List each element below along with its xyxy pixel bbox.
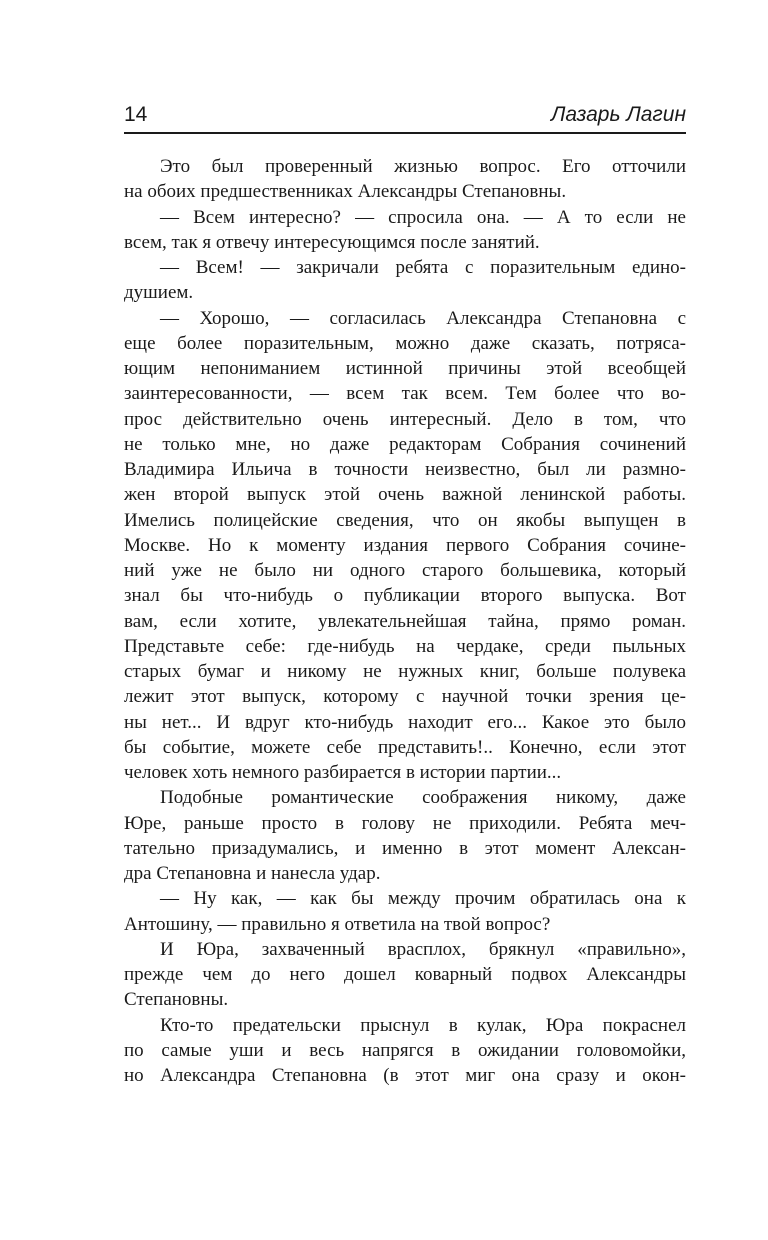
text-line: — Всем! — закричали ребята с поразительным едино- bbox=[160, 257, 686, 278]
text-line: Представьте себе: где-нибудь на чердаке, среди пыльных bbox=[124, 635, 686, 657]
text-line: лежит этот выпуск, которому с научной точки зрения це- bbox=[124, 686, 686, 708]
body-text bbox=[124, 154, 686, 1088]
text-line: вам, если хотите, увлекательнейшая тайна, прямо роман. bbox=[124, 610, 686, 632]
paragraph bbox=[124, 785, 686, 886]
text-line: жен второй выпуск этой очень важной ленинской работы. bbox=[124, 484, 686, 506]
text-line: человек хоть немного разбирается в истории партии... bbox=[124, 762, 562, 783]
text-line: знал бы что-нибудь о публикации второго выпуска. Вот bbox=[124, 585, 686, 607]
text-line: бы событие, можете себе представить!.. Конечно, если этот bbox=[124, 736, 686, 758]
text-line: по самые уши и весь напрягся в ожидании головомойки, bbox=[124, 1039, 686, 1061]
text-line: Антошину, — правильно я ответила на твой вопрос? bbox=[124, 913, 551, 935]
text-line: прежде чем до него дошел коварный подвох Александры bbox=[124, 964, 686, 985]
paragraph bbox=[124, 306, 686, 786]
text-line: старых бумаг и никому не нужных книг, больше полувека bbox=[124, 661, 686, 682]
text-line: И Юра, захваченный врасплох, брякнул «правильно», bbox=[160, 938, 686, 960]
text-line: прос действительно очень интересный. Дело в том, что bbox=[124, 408, 686, 430]
text-line: — Хорошо, — согласилась Александра Степановна с bbox=[160, 307, 686, 329]
paragraph bbox=[124, 205, 686, 256]
author-name: Лазарь Лагин bbox=[550, 103, 686, 126]
text-line: ний уже не было ни одного старого большевика, который bbox=[124, 560, 686, 581]
text-line: тательно призадумались, и именно в этот момент Алексан- bbox=[124, 837, 686, 859]
text-line: заинтересованности, — всем так всем. Тем более что во- bbox=[124, 383, 686, 405]
header-rule bbox=[124, 132, 686, 134]
text-line: но Александра Степановна (в этот миг она сразу и окон- bbox=[124, 1065, 686, 1086]
text-line: не только мне, но даже редакторам Собрания сочинений bbox=[124, 433, 686, 455]
text-line: Юре, раньше просто в голову не приходили. Ребята меч- bbox=[124, 812, 686, 834]
text-line: дра Степановна и нанесла удар. bbox=[124, 863, 381, 884]
text-line: Кто-то предательски прыснул в кулак, Юра покраснел bbox=[160, 1014, 686, 1036]
text-line: — Всем интересно? — спросила она. — А то если не bbox=[160, 206, 686, 228]
text-line: на обоих предшественниках Александры Степановны. bbox=[124, 181, 567, 203]
text-line: — Ну как, — как бы между прочим обратилась она к bbox=[160, 888, 686, 910]
text-line: ны нет... И вдруг кто-нибудь находит его... Какое это было bbox=[124, 711, 686, 733]
text-line: Владимира Ильича в точности неизвестно, был ли размно- bbox=[124, 459, 686, 480]
running-head bbox=[124, 100, 686, 130]
text-line: Это был проверенный жизнью вопрос. Его отточили bbox=[160, 156, 686, 177]
text-line: Имелись полицейские сведения, что он якобы выпущен в bbox=[124, 509, 686, 531]
text-line: ющим непониманием истинной причины этой всеобщей bbox=[124, 358, 686, 379]
text-line: душием. bbox=[124, 282, 194, 304]
page-number: 14 bbox=[124, 103, 148, 126]
paragraph bbox=[124, 255, 686, 306]
paragraph bbox=[124, 154, 686, 205]
text-line: Москве. Но к моменту издания первого Собрания сочине- bbox=[124, 534, 686, 556]
paragraph bbox=[124, 937, 686, 1013]
paragraph bbox=[124, 886, 686, 937]
paragraph bbox=[124, 1013, 686, 1089]
text-line: еще более поразительным, можно даже сказать, потряса- bbox=[124, 332, 686, 354]
text-line: всем, так я отвечу интересующимся после занятий. bbox=[124, 231, 540, 253]
text-line: Подобные романтические соображения никому, даже bbox=[160, 787, 686, 809]
text-line: Степановны. bbox=[124, 989, 229, 1011]
